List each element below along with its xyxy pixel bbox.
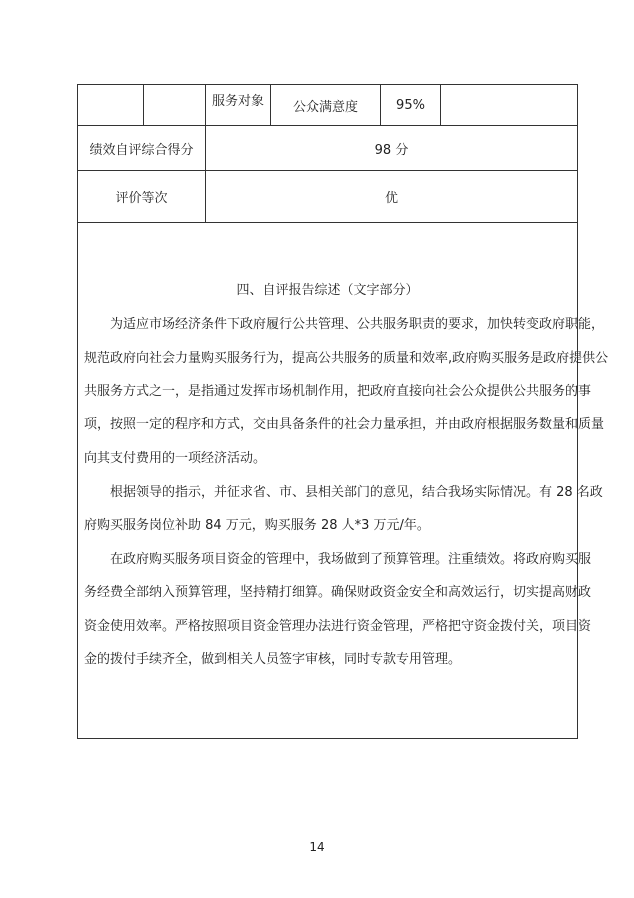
row1-cell-2 xyxy=(143,84,206,126)
paragraph-line: 根据领导的指示，并征求省、市、县相关部门的意见，结合我场实际情况。有 28 名政 xyxy=(110,485,603,500)
indicator-value: 95% xyxy=(396,97,425,113)
score-label: 绩效自评综合得分 xyxy=(89,142,194,158)
paragraph-line: 务经费全部纳入预算管理，坚持精打细算。确保财政资金安全和高效运行，切实提高财政 xyxy=(84,585,592,600)
paragraph-line: 为适应市场经济条件下政府履行公共管理、公共服务职责的要求，加快转变政府职能， xyxy=(110,317,605,332)
grade-label: 评价等次 xyxy=(115,191,168,206)
paragraph-line: 共服务方式之一，是指通过发挥市场机制作用，把政府直接向社会公众提供公共服务的事 xyxy=(84,384,592,399)
paragraph-line: 资金使用效率。严格按照项目资金管理办法进行资金管理，严格把守资金拨付关，项目资 xyxy=(84,619,592,634)
row1-cell-1 xyxy=(77,84,144,126)
paragraph-line: 府购买服务岗位补助 84 万元，购买服务 28 人*3 万元/年。 xyxy=(84,518,430,533)
score-value: 98 分 xyxy=(374,142,409,158)
paragraph-line: 项，按照一定的程序和方式，交由具备条件的社会力量承担，并由政府根据服务数量和质量 xyxy=(84,417,605,432)
paragraph-line: 在政府购买服务项目资金的管理中，我场做到了预算管理。注重绩效。将政府购买服 xyxy=(110,552,592,567)
paragraph-line: 规范政府向社会力量购买服务行为，提高公共服务的质量和效率,政府购买服务是政府提供公 xyxy=(84,351,609,366)
indicator-name: 公众满意度 xyxy=(292,99,358,115)
page-number: 14 xyxy=(309,840,325,854)
section-heading: 四、自评报告综述（文字部分） xyxy=(236,282,419,298)
service-target-label: 服务对象 xyxy=(211,93,264,109)
paragraph-line: 金的拨付手续齐全，做到相关人员签字审核，同时专款专用管理。 xyxy=(84,652,462,667)
paragraph-line: 向其支付费用的一项经济活动。 xyxy=(84,451,267,466)
grade-value: 优 xyxy=(384,191,398,206)
